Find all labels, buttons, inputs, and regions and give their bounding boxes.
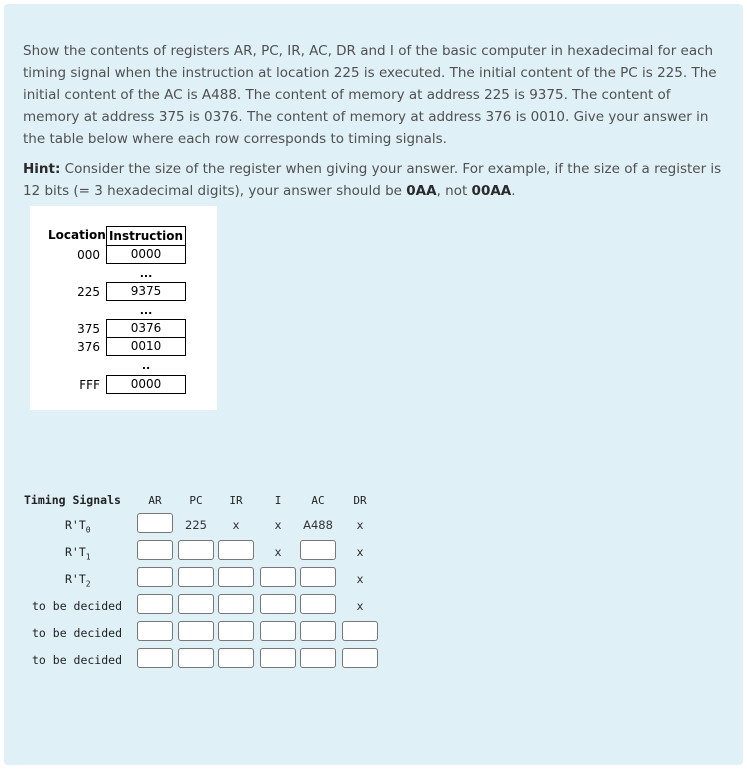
ar-input[interactable]: [137, 594, 173, 614]
ir-input[interactable]: [218, 594, 254, 614]
hint-label: Hint:: [23, 161, 61, 177]
i-input[interactable]: [260, 567, 296, 587]
i-value: x: [274, 545, 282, 559]
ar-input[interactable]: [137, 621, 173, 641]
header-ac: AC: [311, 494, 325, 507]
header-timing-signals: Timing Signals: [24, 493, 121, 507]
dr-value: x: [356, 572, 364, 586]
ir-value: x: [232, 518, 240, 532]
hint-text-3: .: [511, 183, 516, 199]
memory-instruction: 9375: [106, 282, 186, 301]
pc-input[interactable]: [178, 648, 214, 668]
ir-input[interactable]: [218, 567, 254, 587]
header-ar: AR: [148, 494, 162, 507]
ac-input[interactable]: [300, 540, 336, 560]
pc-value: 225: [185, 518, 207, 532]
hint-text-1: Consider the size of the register when giving your answer. For example, if the size of a register is 12 bits (= 3 hexadecimal digits), your answer should be: [23, 161, 722, 199]
memory-ellipsis: ...: [139, 304, 153, 317]
memory-instruction: 0376: [106, 319, 186, 338]
memory-instruction: 0000: [106, 245, 186, 264]
memory-ellipsis: ..: [141, 359, 151, 372]
ac-input[interactable]: [300, 567, 336, 587]
i-input[interactable]: [260, 648, 296, 668]
memory-ellipsis: ...: [139, 267, 153, 280]
dr-value: x: [356, 545, 364, 559]
hint-correct-example: 0AA: [406, 183, 437, 199]
ar-input[interactable]: [137, 513, 173, 533]
i-input[interactable]: [260, 621, 296, 641]
pc-input[interactable]: [178, 540, 214, 560]
memory-location: 000: [77, 248, 100, 262]
dr-value: x: [356, 518, 364, 532]
ac-input[interactable]: [300, 621, 336, 641]
pc-input[interactable]: [178, 567, 214, 587]
dr-input[interactable]: [342, 648, 378, 668]
memory-location: 376: [77, 340, 100, 354]
ac-input[interactable]: [300, 648, 336, 668]
ar-input[interactable]: [137, 540, 173, 560]
ac-value: A488: [303, 518, 333, 532]
memory-table-image: [30, 206, 217, 410]
memory-location: 225: [77, 285, 100, 299]
header-ir: IR: [229, 494, 243, 507]
header-dr: DR: [353, 494, 367, 507]
hint-text-2: , not: [436, 183, 472, 199]
header-i: I: [274, 494, 282, 507]
ir-input[interactable]: [218, 648, 254, 668]
hint-text: [23, 158, 728, 202]
timing-signal-label: $R'T_0$: [65, 518, 91, 535]
memory-header-location: Location: [48, 228, 106, 242]
memory-location: FFF: [79, 378, 100, 392]
timing-signal-label: to be decided: [32, 626, 123, 640]
ir-input[interactable]: [218, 621, 254, 641]
hint-wrong-example: 00AA: [471, 183, 512, 199]
dr-input[interactable]: [342, 621, 378, 641]
timing-signal-label: to be decided: [32, 653, 123, 667]
dr-value: x: [356, 599, 364, 613]
memory-location: 375: [77, 322, 100, 336]
pc-input[interactable]: [178, 621, 214, 641]
ar-input[interactable]: [137, 567, 173, 587]
timing-signal-label: to be decided: [32, 599, 123, 613]
ar-input[interactable]: [137, 648, 173, 668]
timing-signal-label: $R'T_2$: [65, 572, 91, 589]
i-value: x: [274, 518, 282, 532]
question-text: Show the contents of registers AR, PC, IR, AC, DR and I of the basic computer in hexadecimal for each timing signal when the instruction at location 225 is executed. The initial content of the PC is 225. The initial content of the AC is A488. The content of memory at address 225 is 9375. The content of memory at address 375 is 0376. The content of memory at address 376 is 0010. Give your answer in the table below where each row corresponds to timing signals.: [23, 43, 717, 147]
memory-header-instruction: Instruction: [106, 226, 186, 246]
header-pc: PC: [189, 494, 203, 507]
i-input[interactable]: [260, 594, 296, 614]
timing-signal-label: $R'T_1$: [65, 545, 91, 562]
ir-input[interactable]: [218, 540, 254, 560]
ac-input[interactable]: [300, 594, 336, 614]
memory-instruction: 0000: [106, 375, 186, 394]
pc-input[interactable]: [178, 594, 214, 614]
memory-instruction: 0010: [106, 337, 186, 356]
